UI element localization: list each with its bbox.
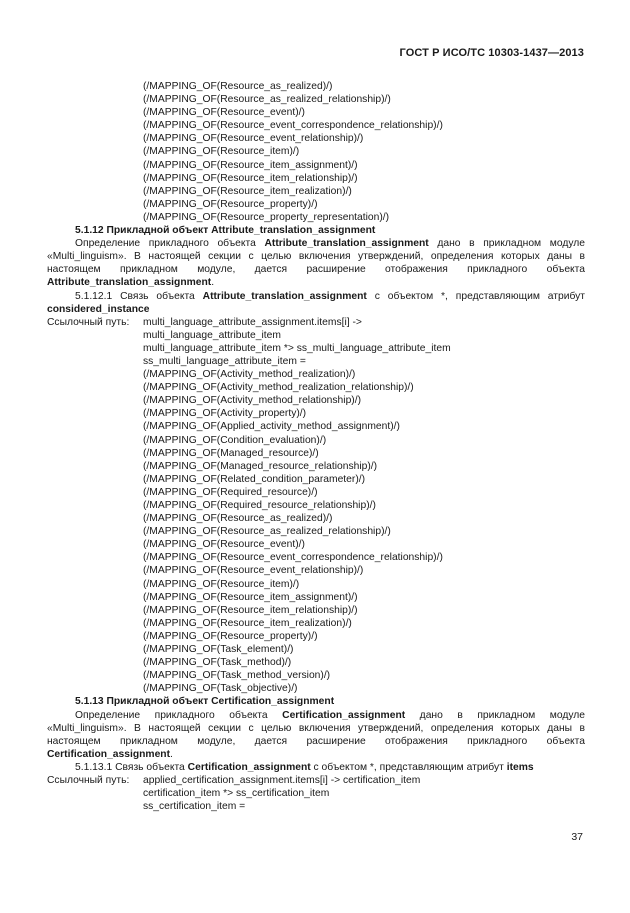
mapping-line: (/MAPPING_OF(Resource_item)/) (143, 578, 300, 590)
mapping-line: (/MAPPING_OF(Condition_evaluation)/) (143, 434, 327, 446)
reference-path-label: Ссылочный путь: (47, 774, 130, 786)
reference-path-first-line: multi_language_attribute_assignment.items[i] -> (143, 316, 362, 328)
mapping-line: (/MAPPING_OF(Activity_method_realization_relationship)/) (143, 382, 414, 394)
reference-path-lines (47, 787, 585, 813)
mapping-line: (/MAPPING_OF(Resource_as_realized_relationship)/) (143, 94, 391, 106)
reference-path-label: Ссылочный путь: (47, 316, 130, 328)
mapping-line: (/MAPPING_OF(Activity_property)/) (143, 408, 307, 420)
mapping-line: (/MAPPING_OF(Resource_as_realized)/) (143, 81, 333, 92)
mapping-line: (/MAPPING_OF(Task_element)/) (143, 644, 294, 656)
mapping-line: (/MAPPING_OF(Resource_item_realization)/) (143, 617, 352, 629)
mapping-line: (/MAPPING_OF(Task_objective)/) (143, 683, 298, 695)
section-heading-5-1-12: 5.1.12 Прикладной объект Attribute_translation_assignment (75, 225, 376, 237)
page-content (47, 80, 585, 813)
reference-path-5-1-13-1 (47, 774, 585, 787)
mapping-line: (/MAPPING_OF(Resource_as_realized_relationship)/) (143, 526, 391, 538)
page-number: 37 (571, 831, 583, 843)
mapping-line: (/MAPPING_OF(Resource_item_assignment)/) (143, 591, 358, 603)
mapping-line: (/MAPPING_OF(Resource_as_realized)/) (143, 513, 333, 525)
section-heading-5-1-13: 5.1.13 Прикладной объект Certification_assignment (75, 696, 335, 708)
mapping-list-continuation (47, 80, 585, 224)
mapping-line: (/MAPPING_OF(Resource_property)/) (143, 630, 318, 642)
mapping-line: (/MAPPING_OF(Resource_item_relationship)/) (143, 604, 358, 616)
mapping-line: (/MAPPING_OF(Resource_item)/) (143, 146, 300, 158)
mapping-line: (/MAPPING_OF(Applied_activity_method_assignment)/) (143, 421, 400, 433)
reference-path-5-1-12-1 (47, 316, 585, 329)
mapping-line: (/MAPPING_OF(Managed_resource_relationship)/) (143, 460, 378, 472)
mapping-line: (/MAPPING_OF(Activity_method_realization)/) (143, 369, 356, 381)
mapping-line: certification_item *> ss_certification_item (143, 788, 330, 800)
mapping-line: (/MAPPING_OF(Activity_method_relationship)/) (143, 395, 362, 407)
mapping-line: multi_language_attribute_item (143, 329, 281, 341)
mapping-line: (/MAPPING_OF(Resource_item_relationship)/) (143, 172, 358, 184)
mapping-line: (/MAPPING_OF(Required_resource)/) (143, 486, 318, 498)
subsection-5-1-12-1: 5.1.12.1 Связь объекта Attribute_translation_assignment с объектом *, представляющим атрибут considered_instance (47, 290, 585, 315)
mapping-line: (/MAPPING_OF(Resource_event)/) (143, 107, 305, 119)
mapping-line: (/MAPPING_OF(Resource_property)/) (143, 198, 318, 210)
mapping-line: (/MAPPING_OF(Task_method_version)/) (143, 670, 331, 682)
mapping-line: (/MAPPING_OF(Task_method)/) (143, 657, 292, 669)
mapping-line: (/MAPPING_OF(Resource_event_correspondence_relationship)/) (143, 120, 443, 132)
document-header: ГОСТ Р ИСО/ТС 10303-1437—2013 (399, 47, 584, 59)
mapping-line: multi_language_attribute_item *> ss_multi_language_attribute_item (143, 342, 451, 354)
mapping-line: (/MAPPING_OF(Resource_item_realization)/) (143, 185, 352, 197)
mapping-line: (/MAPPING_OF(Resource_event_relationship)/) (143, 133, 364, 145)
reference-path-first-line: applied_certification_assignment.items[i] -> certification_item (143, 774, 421, 786)
mapping-line: (/MAPPING_OF(Related_condition_parameter)/) (143, 473, 366, 485)
mapping-line: (/MAPPING_OF(Resource_property_representation)/) (143, 211, 390, 223)
mapping-line: (/MAPPING_OF(Resource_event_relationship)/) (143, 565, 364, 577)
mapping-line: (/MAPPING_OF(Resource_event)/) (143, 539, 305, 551)
mapping-line: (/MAPPING_OF(Resource_event_correspondence_relationship)/) (143, 552, 443, 564)
mapping-line: ss_certification_item = (143, 801, 246, 813)
reference-path-lines (47, 329, 585, 696)
paragraph-5-1-13: Определение прикладного объекта Certification_assignment дано в прикладном модуле «Multi_linguism». В настоящей секции с целью включения утверждений, определения которых даны в настоящем прикладном модуле, дается расширение отображения прикладного объекта Certification_assignment. (47, 709, 586, 760)
mapping-line: ss_multi_language_attribute_item = (143, 355, 306, 367)
mapping-line: (/MAPPING_OF(Managed_resource)/) (143, 447, 319, 459)
mapping-line: (/MAPPING_OF(Resource_item_assignment)/) (143, 159, 358, 171)
paragraph-5-1-12: Определение прикладного объекта Attribute_translation_assignment дано в прикладном модуле «Multi_linguism». В настоящей секции с целью включения утверждений, определения которых даны в настоящем прикладном модуле, дается расширение отображения прикладного объекта Attribute_translation_assignment. (47, 238, 585, 289)
mapping-line: (/MAPPING_OF(Required_resource_relationship)/) (143, 500, 376, 511)
subsection-5-1-13-1: 5.1.13.1 Связь объекта Certification_assignment с объектом *, представляющим атрибут items (75, 761, 534, 773)
